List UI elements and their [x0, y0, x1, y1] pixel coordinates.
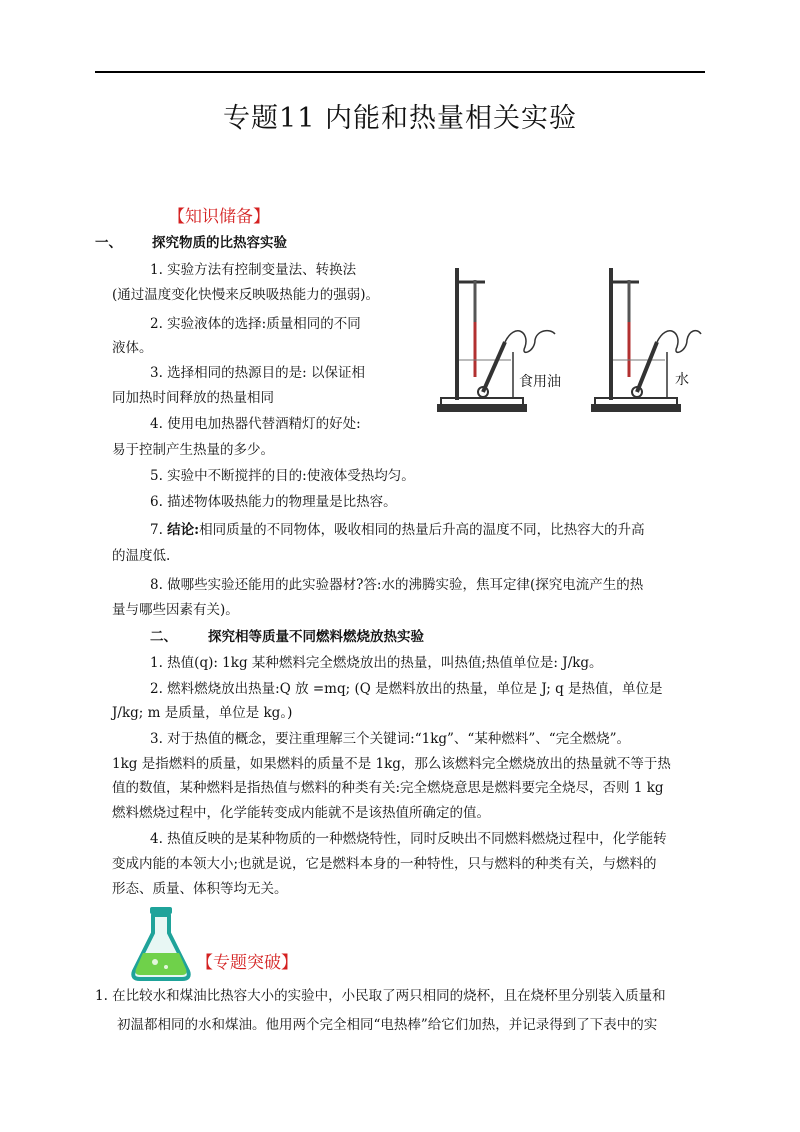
- water-label: 水: [675, 372, 689, 388]
- s1-item7-text: 相同质量的不同物体，吸收相同的热量后升高的温度不同，比热容大的升高: [199, 522, 645, 538]
- flask-liquid: [136, 953, 187, 975]
- s1-item4-line2: 易于控制产生热量的多少。: [112, 442, 274, 458]
- s1-item3-line1: 3. 选择相同的热源目的是: 以保证相: [150, 365, 366, 381]
- s1-item7-line2: 的温度低.: [112, 548, 171, 564]
- s2-item4-line3: 形态、质量、体积等均无关。: [112, 881, 288, 897]
- s1-item1-line1: 1. 实验方法有控制变量法、转换法: [150, 262, 357, 278]
- s2-item3-line3: 值的数值，某种燃料是指热值与燃料的种类有关:完全燃烧意思是燃料要完全烧尽，否则 1 kg: [112, 780, 664, 796]
- s2-item3-line2: 1kg 是指燃料的质量，如果燃料的质量不是 1kg，那么该燃料完全燃烧放出的热量就不等于热: [112, 756, 671, 772]
- s1-item4-line1: 4. 使用电加热器代替酒精灯的好处:: [150, 416, 361, 432]
- s1-item7-prefix: 7.: [150, 522, 168, 538]
- section1-heading: 探究物质的比热容实验: [152, 235, 287, 251]
- s1-item8-line2: 量与哪些因素有关)。: [112, 602, 239, 618]
- heater-cable: [657, 331, 701, 353]
- s1-item2-line1: 2. 实验液体的选择:质量相同的不同: [150, 316, 361, 332]
- bubble: [164, 965, 168, 969]
- oil-apparatus: [437, 268, 555, 412]
- heater-rod: [637, 342, 657, 392]
- s2-item2-line1: 2. 燃料燃烧放出热量:Q 放 =mq; (Q 是燃料放出的热量，单位是 J; q 是热值，单位是: [150, 681, 663, 697]
- s1-item1-line2: (通过温度变化快慢来反映吸热能力的强弱)。: [112, 287, 380, 303]
- heater-cable: [505, 331, 555, 353]
- page-title: 专题11 内能和热量相关实验: [223, 103, 577, 134]
- section1-number: 一、: [95, 235, 122, 251]
- s1-item7-line1: [150, 520, 645, 540]
- stand-base-top: [441, 398, 523, 405]
- s2-item2-line2: J/kg; m 是质量，单位是 kg。): [112, 705, 293, 721]
- s1-item7-bold: 结论:: [167, 522, 200, 538]
- oil-label: 食用油: [519, 374, 561, 390]
- section2-number: 二、: [150, 629, 177, 645]
- s2-item4-line1: 4. 热值反映的是某种物质的一种燃烧特性，同时反映出不同燃料燃烧过程中，化学能转: [150, 831, 667, 847]
- s2-item3-line1: 3. 对于热值的概念，要注重理解三个关键词:“1kg”、“某种燃料”、“完全燃烧”。: [150, 731, 631, 747]
- s2-item4-line2: 变成内能的本领大小;也就是说，它是燃料本身的一种特性，只与燃料的种类有关，与燃料的: [112, 856, 657, 872]
- q1-line2: 初温都相同的水和煤油。他用两个完全相同“电热棒”给它们加热，并记录得到了下表中的实: [117, 1017, 658, 1033]
- flask-stopper: [150, 907, 172, 914]
- s1-item3-line2: 同加热时间释放的热量相同: [112, 390, 274, 406]
- s2-item1: 1. 热值(q): 1kg 某种燃料完全燃烧放出的热量，叫热值;热值单位是: J/kg。: [150, 655, 603, 671]
- breakthrough-header: 【专题突破】: [196, 953, 298, 973]
- bubble: [152, 959, 158, 965]
- s2-item3-line4: 燃料燃烧过程中，化学能转变成内能就不是该热值所确定的值。: [112, 805, 490, 821]
- heater-rod: [483, 342, 505, 392]
- s1-item2-line2: 液体。: [112, 340, 153, 356]
- knowledge-header: 【知识储备】: [168, 207, 270, 227]
- flask-icon: [128, 905, 198, 985]
- q1-line1: 1. 在比较水和煤油比热容大小的实验中，小民取了两只相同的烧杯，且在烧杯里分别装入质量和: [95, 988, 666, 1004]
- top-rule: [95, 71, 705, 73]
- s1-item8-line1: 8. 做哪些实验还能用的此实验器材?答:水的沸腾实验，焦耳定律(探究电流产生的热: [150, 577, 644, 593]
- s1-item5: 5. 实验中不断搅拌的目的:使液体受热均匀。: [150, 468, 415, 484]
- section2-heading: 探究相等质量不同燃料燃烧放热实验: [208, 629, 424, 645]
- water-apparatus: [591, 268, 701, 412]
- apparatus-figure: [435, 262, 705, 422]
- stand-base-top: [595, 398, 677, 405]
- s1-item6: 6. 描述物体吸热能力的物理量是比热容。: [150, 494, 397, 510]
